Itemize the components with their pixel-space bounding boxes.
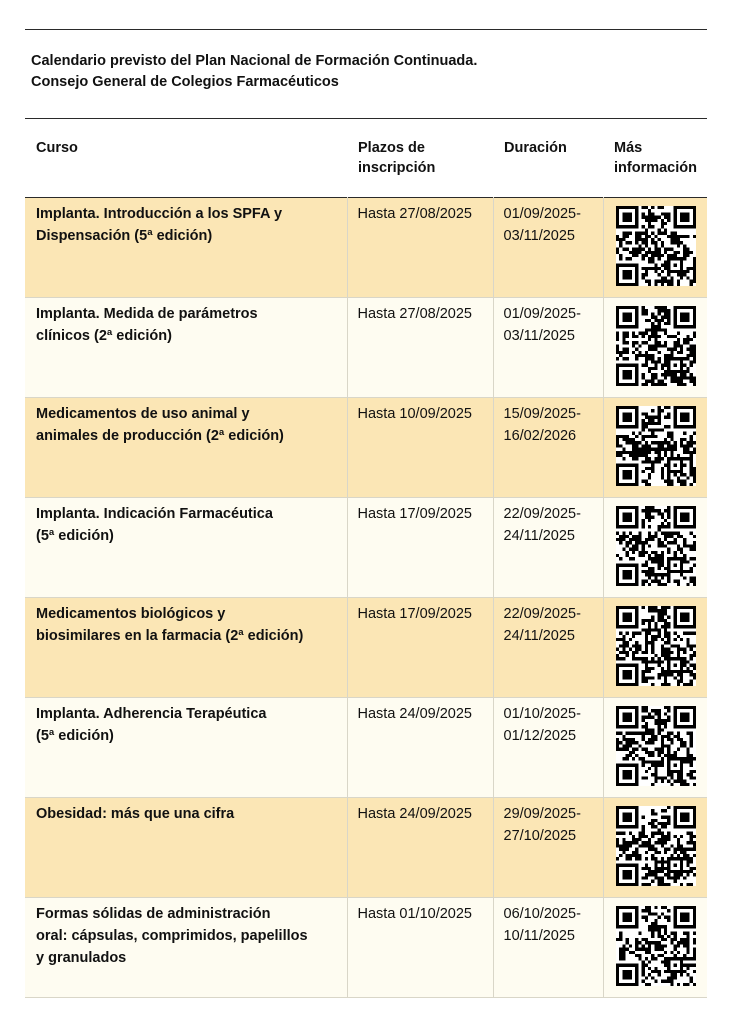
course-duration: 01/09/2025- 03/11/2025 [493,297,603,397]
qr-code-icon[interactable] [616,306,696,386]
table-row [25,297,707,397]
header-duracion: Duración [504,140,567,156]
table-row [25,197,707,297]
registration-deadline: Hasta 17/09/2025 [347,597,493,697]
registration-deadline: Hasta 10/09/2025 [347,397,493,497]
course-name-line: animales de producción (2ª edición) [36,427,284,444]
course-name [25,597,347,697]
qr-code-icon[interactable] [616,706,696,786]
header-plazos: Plazos de inscripción [358,140,436,176]
course-name [25,897,347,997]
course-name-line: Medicamentos biológicos y [36,605,226,622]
table-row [25,597,707,697]
course-duration: 22/09/2025- 24/11/2025 [493,597,603,697]
qr-cell [603,197,707,297]
registration-deadline: Hasta 17/09/2025 [347,497,493,597]
title-line-2: Consejo General de Colegios Farmacéuticos [31,74,339,90]
table-header-row [25,119,707,197]
qr-cell [603,397,707,497]
course-name-line: (5ª edición) [36,527,114,544]
course-name-line: Medicamentos de uso animal y [36,405,250,422]
course-duration: 29/09/2025- 27/10/2025 [493,797,603,897]
course-name-line: Dispensación (5ª edición) [36,227,213,244]
qr-cell [603,497,707,597]
qr-code-icon[interactable] [616,406,696,486]
title-line-1: Calendario previsto del Plan Nacional de Formación Continuada. [31,53,478,69]
registration-deadline: Hasta 27/08/2025 [347,297,493,397]
course-name-line: Implanta. Medida de parámetros [36,305,258,322]
registration-deadline: Hasta 24/09/2025 [347,797,493,897]
qr-cell [603,697,707,797]
qr-code-icon[interactable] [616,506,696,586]
course-table [25,119,707,998]
course-duration: 15/09/2025- 16/02/2026 [493,397,603,497]
course-name-line: biosimilares en la farmacia (2ª edición) [36,627,304,644]
course-name-line: (5ª edición) [36,727,114,744]
registration-deadline: Hasta 24/09/2025 [347,697,493,797]
qr-code-icon[interactable] [616,606,696,686]
course-name-line: Implanta. Indicación Farmacéutica [36,505,273,522]
table-row [25,497,707,597]
registration-deadline: Hasta 27/08/2025 [347,197,493,297]
course-name-line: Implanta. Adherencia Terapéutica [36,705,267,722]
top-rule [25,29,707,30]
course-name [25,197,347,297]
course-duration: 01/10/2025- 01/12/2025 [493,697,603,797]
qr-code-icon[interactable] [616,906,696,986]
course-duration: 22/09/2025- 24/11/2025 [493,497,603,597]
qr-cell [603,297,707,397]
qr-code-icon[interactable] [616,206,696,286]
course-name [25,397,347,497]
table-row [25,697,707,797]
registration-deadline: Hasta 01/10/2025 [347,897,493,997]
qr-cell [603,797,707,897]
page-title [31,51,691,93]
course-name [25,797,347,897]
course-name-line: clínicos (2ª edición) [36,327,172,344]
course-name-line: Implanta. Introducción a los SPFA y [36,205,283,222]
course-name-line: y granulados [36,949,127,966]
table-row [25,397,707,497]
course-name-line: Formas sólidas de administración [36,905,271,922]
qr-cell [603,597,707,697]
table-row [25,797,707,897]
table-row [25,897,707,997]
qr-cell [603,897,707,997]
course-name-line: oral: cápsulas, comprimidos, papelillos [36,927,308,944]
course-name [25,297,347,397]
header-mas-informacion: Más información [614,140,697,176]
qr-code-icon[interactable] [616,806,696,886]
header-curso: Curso [36,140,78,156]
course-name [25,697,347,797]
course-name [25,497,347,597]
course-name-line: Obesidad: más que una cifra [36,805,235,822]
course-duration: 01/09/2025- 03/11/2025 [493,197,603,297]
course-duration: 06/10/2025- 10/11/2025 [493,897,603,997]
